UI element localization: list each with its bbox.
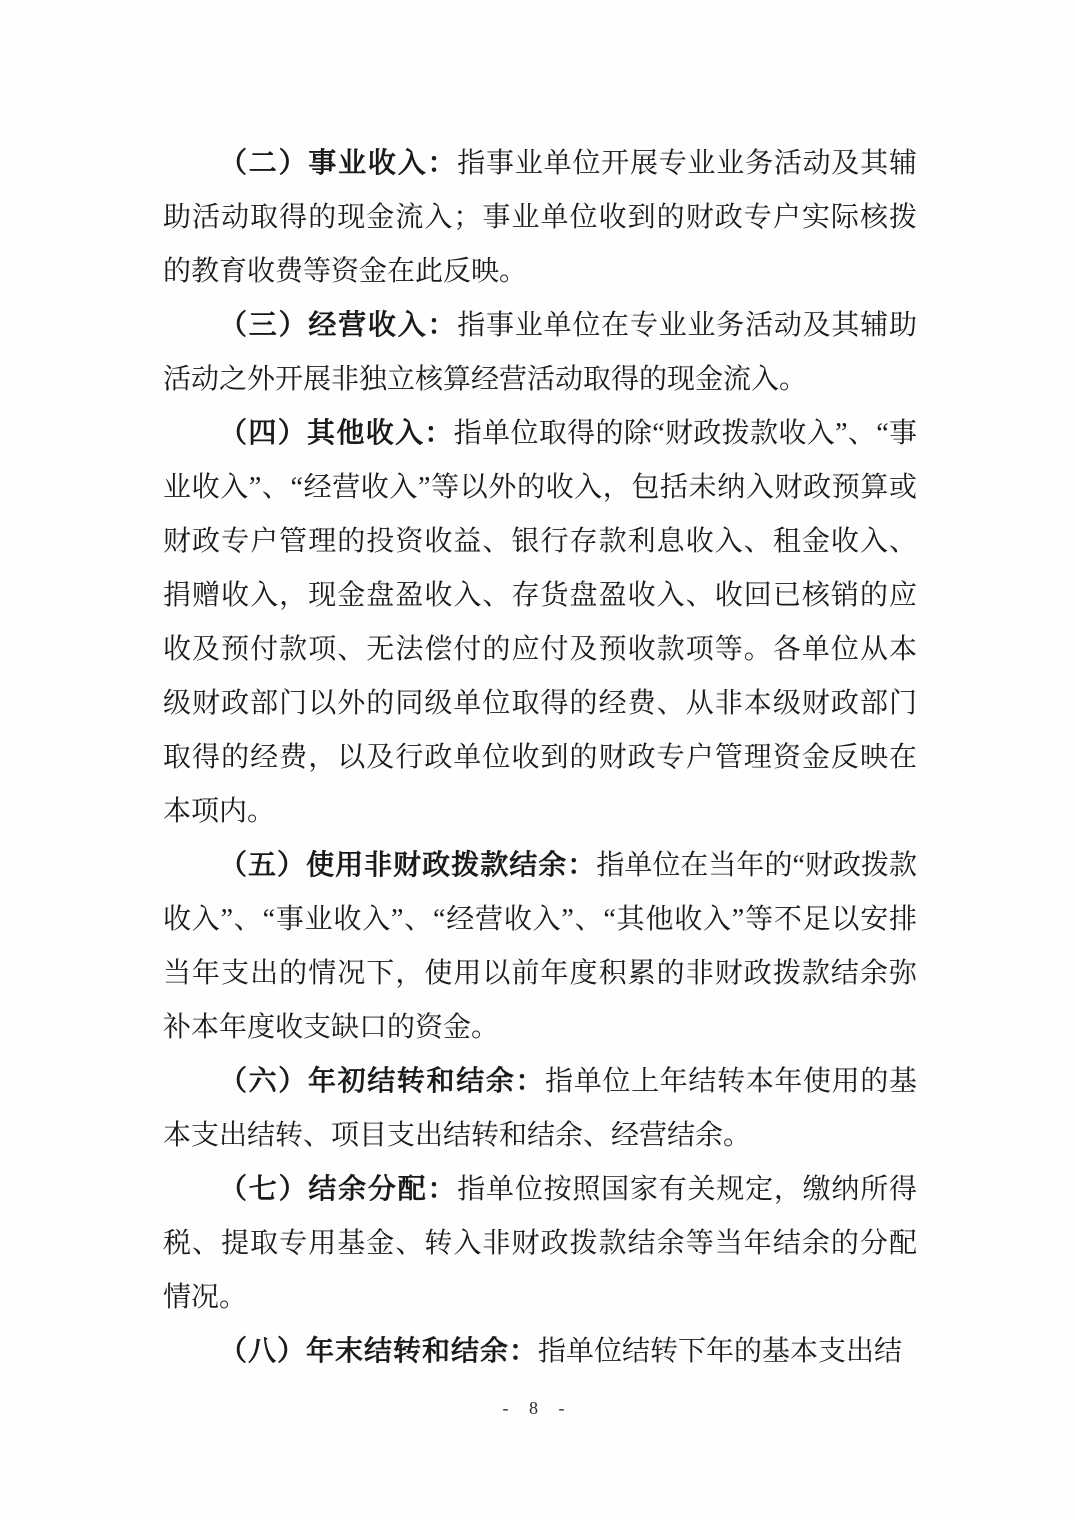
paragraph xyxy=(163,839,917,1055)
paragraph-body: 指单位在当年的“财政拨款收入”、“事业收入”、“经营收入”、“其他收入”等不足以安排当年支出的情况下，使用以前年度积累的非财政拨款结余弥补本年度收支缺口的资金。 xyxy=(163,850,917,1043)
document-body xyxy=(163,137,917,1379)
paragraph-body: 指事业单位开展专业业务活动及其辅助活动取得的现金流入；事业单位收到的财政专户实际核拨的教育收费等资金在此反映。 xyxy=(163,148,917,287)
paragraph-heading: （五）使用非财政拨款结余： xyxy=(219,850,597,881)
paragraph-heading: （二）事业收入： xyxy=(219,148,458,179)
paragraph-body: 指单位结转下年的基本支出结 xyxy=(538,1336,903,1367)
paragraph xyxy=(163,299,917,407)
paragraph-body: 指事业单位在专业业务活动及其辅助活动之外开展非独立核算经营活动取得的现金流入。 xyxy=(163,310,917,395)
paragraph-heading: （八）年末结转和结余： xyxy=(219,1336,539,1367)
paragraph-body: 指单位按照国家有关规定，缴纳所得税、提取专用基金、转入非财政拨款结余等当年结余的分配情况。 xyxy=(163,1174,917,1313)
paragraph xyxy=(163,407,917,839)
paragraph-body: 指单位上年结转本年使用的基本支出结转、项目支出结转和结余、经营结余。 xyxy=(163,1066,917,1151)
paragraph-heading: （四）其他收入： xyxy=(219,418,454,449)
paragraph-heading: （三）经营收入： xyxy=(219,310,458,341)
paragraph-heading: （六）年初结转和结余： xyxy=(219,1066,546,1097)
paragraph-heading: （七）结余分配： xyxy=(219,1174,458,1205)
paragraph xyxy=(163,137,917,299)
paragraph xyxy=(163,1163,917,1325)
page-number: - 8 - xyxy=(502,1398,573,1418)
paragraph xyxy=(163,1325,917,1379)
paragraph xyxy=(163,1055,917,1163)
paragraph-body: 指单位取得的除“财政拨款收入”、“事业收入”、“经营收入”等以外的收入，包括未纳入财政预算或财政专户管理的投资收益、银行存款利息收入、租金收入、捐赠收入，现金盘盈收入、存货盘盈收入、收回已核销的应收及预付款项、无法偿付的应付及预收款项等。各单位从本级财政部门以外的同级单位取得的经费、从非本级财政部门取得的经费，以及行政单位收到的财政专户管理资金反映在本项内。 xyxy=(163,418,917,827)
